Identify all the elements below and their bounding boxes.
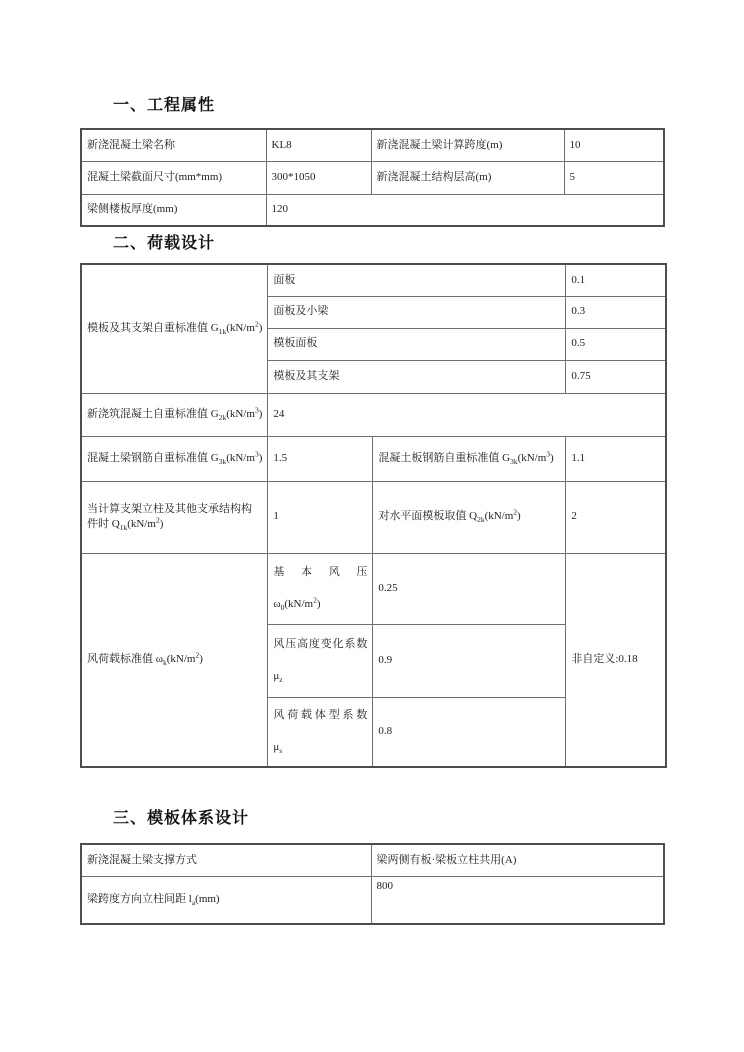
beam-span-value: 10 xyxy=(564,129,664,161)
wind-load-label: 风荷载标准值 $\omega_k(kN/m^2)$ xyxy=(81,553,268,767)
q2k-label: 对水平面模板取值 $Q_{2k}(kN/m^2)$ xyxy=(373,481,566,553)
slab-thickness-label: 梁侧楼板厚度(mm) xyxy=(81,194,266,226)
shape-factor-line1: 风荷载体型系数 xyxy=(273,708,368,721)
slab-thickness-value: 120 xyxy=(266,194,664,226)
project-table xyxy=(80,128,665,227)
basic-wind-pressure-cell xyxy=(268,553,373,624)
g3k-slab-label: 混凝土板钢筋自重标准值 $G_{3k}(kN/m^3)$ xyxy=(373,436,566,481)
g1k-item-value: 0.3 xyxy=(566,296,666,328)
beam-name-value: KL8 xyxy=(266,129,371,161)
table-row xyxy=(81,161,664,194)
basic-wind-pressure-line1: 基本风压 xyxy=(273,565,368,578)
g1k-item-name: 模板及其支架 xyxy=(268,360,566,393)
g2k-label: 新浇筑混凝土自重标准值 $G_{2k}(kN/m^3)$ xyxy=(81,393,268,436)
storey-height-label: 新浇混凝土结构层高(m) xyxy=(371,161,564,194)
table-row xyxy=(81,393,666,436)
storey-height-value: 5 xyxy=(564,161,664,194)
shape-factor-value: 0.8 xyxy=(373,697,566,767)
formwork-table xyxy=(80,843,665,925)
q1k-value: 1 xyxy=(268,481,373,553)
post-spacing-value: 800 xyxy=(371,876,664,924)
table-row xyxy=(81,844,664,876)
g3k-beam-value: 1.5 xyxy=(268,436,373,481)
height-variation-factor-line2: $\mu_z$ xyxy=(273,670,283,685)
g1k-item-value: 0.5 xyxy=(566,328,666,360)
g1k-item-name: 面板 xyxy=(268,264,566,296)
support-method-label: 新浇混凝土梁支撑方式 xyxy=(81,844,371,876)
table-row xyxy=(81,264,666,296)
g3k-beam-label: 混凝土梁钢筋自重标准值 $G_{3k}(kN/m^3)$ xyxy=(81,436,268,481)
basic-wind-pressure-line2: $\omega_0(kN/m^2)$ xyxy=(273,595,321,613)
table-row xyxy=(81,194,664,226)
height-variation-factor-cell xyxy=(268,624,373,697)
load-table xyxy=(80,263,667,768)
beam-name-label: 新浇混凝土梁名称 xyxy=(81,129,266,161)
table-row xyxy=(81,436,666,481)
section-title-load: 二、荷载设计 xyxy=(113,235,216,252)
g1k-item-name: 面板及小梁 xyxy=(268,296,566,328)
g1k-item-value: 0.75 xyxy=(566,360,666,393)
support-method-value: 梁两侧有板·梁板立柱共用(A) xyxy=(371,844,664,876)
shape-factor-line2: $\mu_s$ xyxy=(273,741,283,756)
g1k-item-value: 0.1 xyxy=(566,264,666,296)
wind-note: 非自定义:0.18 xyxy=(566,553,666,767)
beam-span-label: 新浇混凝土梁计算跨度(m) xyxy=(371,129,564,161)
post-spacing-label: 梁跨度方向立柱间距 $l_a(mm)$ xyxy=(81,876,371,924)
table-row xyxy=(81,876,664,924)
section-title-formwork: 三、模板体系设计 xyxy=(113,810,250,827)
table-row xyxy=(81,129,664,161)
table-row xyxy=(81,481,666,553)
q2k-value: 2 xyxy=(566,481,666,553)
basic-wind-pressure-value: 0.25 xyxy=(373,553,566,624)
g2k-value: 24 xyxy=(268,393,666,436)
section-size-value: 300*1050 xyxy=(266,161,371,194)
section-title-project: 一、工程属性 xyxy=(113,97,216,114)
g1k-label: 模板及其支架自重标准值 $G_{1k}(kN/m^2)$ xyxy=(81,264,268,393)
g3k-slab-value: 1.1 xyxy=(566,436,666,481)
q1k-label: 当计算支架立柱及其他支承结构构件时 $Q_{1k}(kN/m^2)$ xyxy=(81,481,268,553)
height-variation-factor-line1: 风压高度变化系数 xyxy=(273,637,368,650)
shape-factor-cell xyxy=(268,697,373,767)
g1k-item-name: 模板面板 xyxy=(268,328,566,360)
table-row xyxy=(81,553,666,624)
height-variation-factor-value: 0.9 xyxy=(373,624,566,697)
section-size-label: 混凝土梁截面尺寸(mm*mm) xyxy=(81,161,266,194)
